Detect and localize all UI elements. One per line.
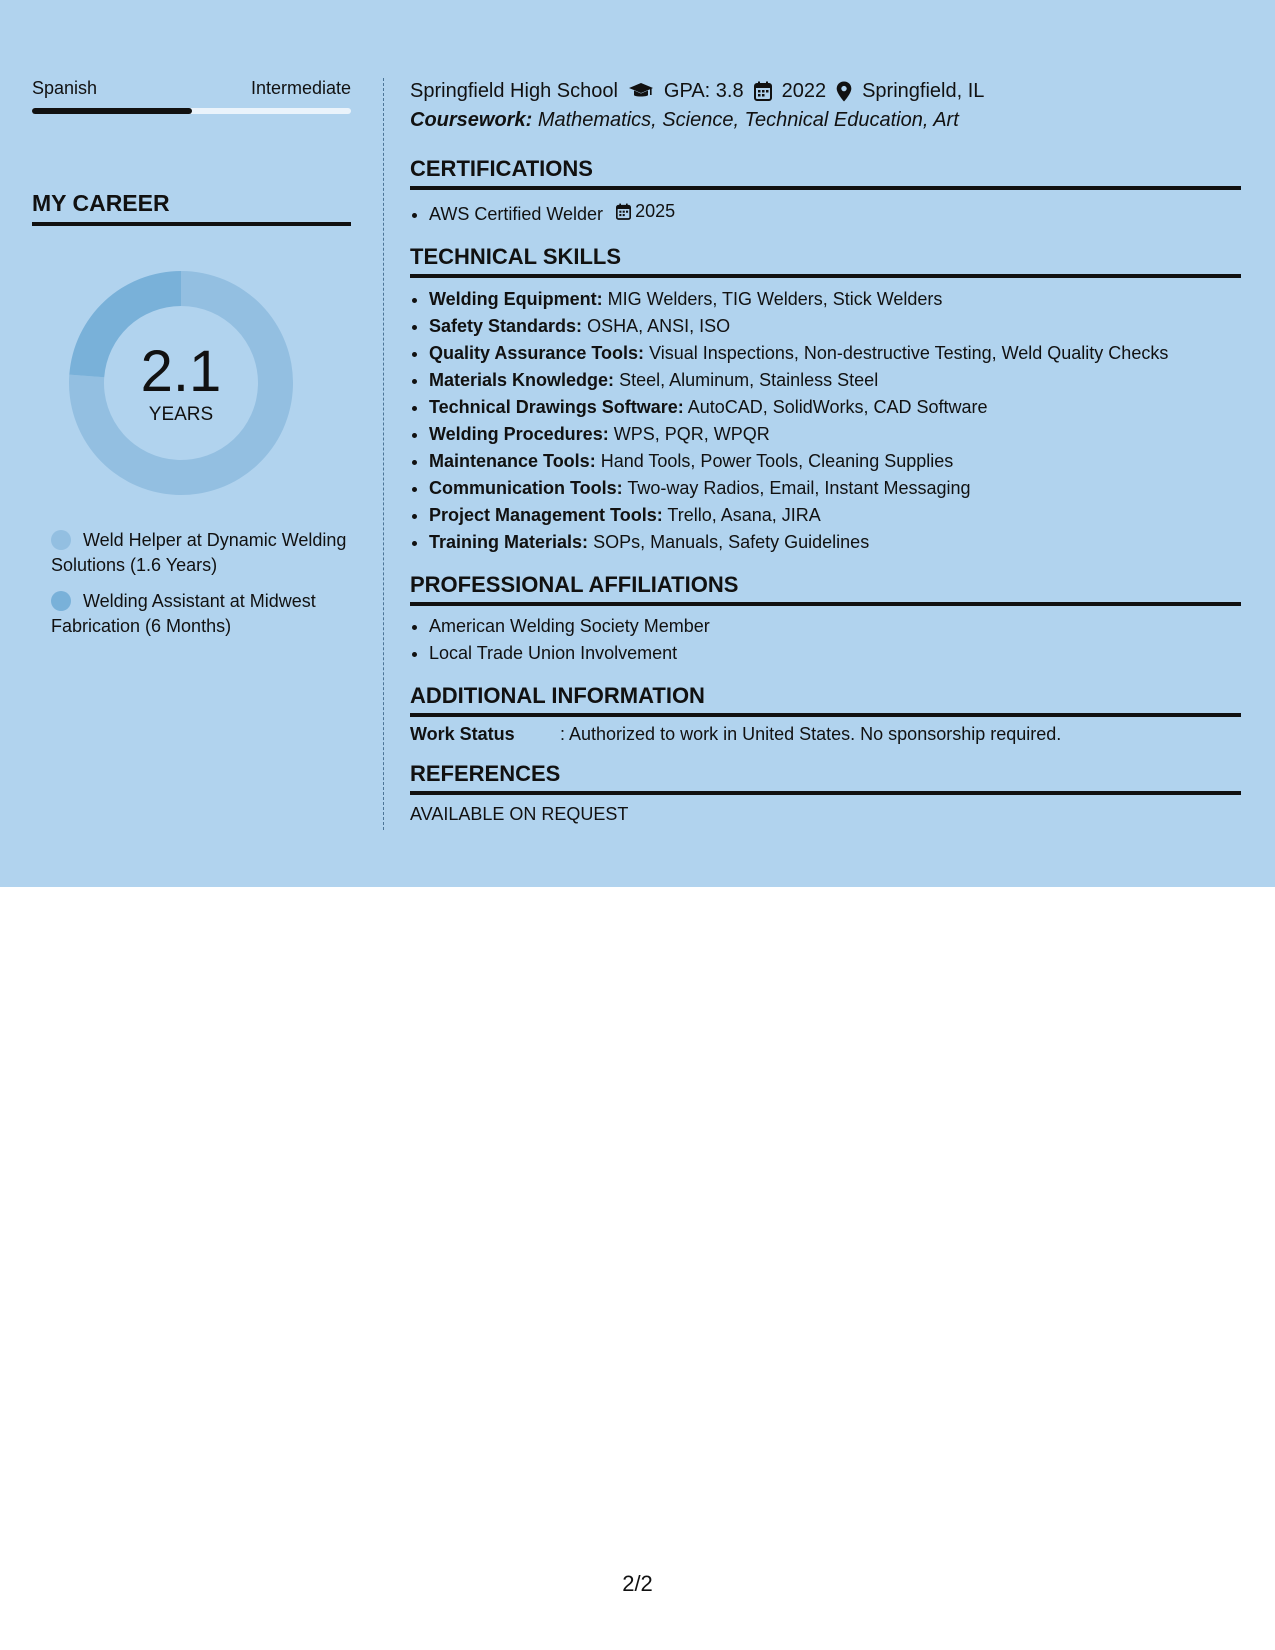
skills-list (410, 286, 1241, 556)
skill-label: Welding Procedures: (429, 424, 609, 444)
list-item (429, 198, 1241, 228)
career-donut-chart (66, 268, 296, 498)
references-text: AVAILABLE ON REQUEST (410, 804, 629, 824)
list-item (429, 529, 1241, 556)
language-name: Spanish (32, 78, 98, 98)
list-item (429, 367, 1241, 394)
language-level: Intermediate (250, 78, 351, 98)
skill-label: Maintenance Tools: (429, 451, 596, 471)
skill-value: Two-way Radios, Email, Instant Messaging (627, 478, 971, 498)
list-item (429, 448, 1241, 475)
left-column (32, 78, 351, 650)
skill-value: OSHA, ANSI, ISO (587, 316, 731, 336)
skill-label: Communication Tools: (429, 478, 623, 498)
skill-label: Technical Drawings Software: (429, 397, 684, 417)
coursework-value: Mathematics, Science, Technical Education, Art (537, 109, 959, 131)
list-item (429, 313, 1241, 340)
certification-date (616, 198, 675, 225)
list-item: • Local Trade Union Involvement (429, 640, 1241, 667)
right-column (410, 78, 1241, 825)
language-proficiency-bar (32, 108, 351, 114)
calendar-icon (754, 81, 772, 101)
skills-title: TECHNICAL SKILLS (410, 244, 1241, 278)
language-row (32, 78, 351, 99)
education-year: 2022 (781, 79, 827, 102)
legend-label: Welding Assistant at Midwest Fabrication (6 Months) (51, 591, 316, 636)
legend-dot (51, 591, 71, 611)
donut-center-label (66, 339, 296, 426)
coursework (410, 109, 1241, 132)
additional-info-title: ADDITIONAL INFORMATION (410, 683, 1241, 717)
career-section-title: MY CAREER (32, 190, 351, 226)
skill-value: WPS, PQR, WPQR (613, 424, 770, 444)
career-legend (32, 528, 351, 639)
skill-label: Safety Standards: (429, 316, 583, 336)
skill-label: Welding Equipment: (429, 289, 603, 309)
education-line (410, 78, 1241, 104)
list-item (429, 286, 1241, 313)
list-item (429, 502, 1241, 529)
skill-value: Trello, Asana, JIRA (667, 505, 821, 525)
list-item (429, 475, 1241, 502)
language-proficiency-fill (32, 108, 192, 114)
skill-value: Visual Inspections, Non-destructive Testing, Weld Quality Checks (649, 343, 1169, 363)
certification-year: 2025 (635, 201, 676, 221)
work-status-value: : Authorized to work in United States. No sponsorship required. (560, 724, 1062, 744)
certifications-list (410, 198, 1241, 228)
skill-label: Quality Assurance Tools: (429, 343, 645, 363)
skill-label: Materials Knowledge: (429, 370, 615, 390)
map-pin-icon (836, 81, 852, 102)
skill-value: AutoCAD, SolidWorks, CAD Software (687, 397, 988, 417)
skill-value: Steel, Aluminum, Stainless Steel (619, 370, 879, 390)
affiliations-title: PROFESSIONAL AFFILIATIONS (410, 572, 1241, 606)
legend-label: Weld Helper at Dynamic Welding Solutions (1.6 Years) (51, 530, 347, 575)
coursework-label: Coursework: (410, 109, 533, 131)
list-item (429, 394, 1241, 421)
list-item (429, 340, 1241, 367)
legend-dot (51, 530, 71, 550)
affiliations-list (410, 613, 1241, 667)
skill-value: Hand Tools, Power Tools, Cleaning Supplies (600, 451, 954, 471)
skill-value: MIG Welders, TIG Welders, Stick Welders (607, 289, 943, 309)
work-status-key: Work Status (410, 724, 515, 744)
page-number: 2/2 (622, 1571, 653, 1596)
school-name: Springfield High School (410, 79, 618, 102)
skill-label: Project Management Tools: (429, 505, 663, 525)
gpa: GPA: 3.8 (663, 79, 744, 102)
work-status-row (410, 724, 1241, 745)
legend-item (51, 589, 351, 639)
career-total-value: 2.1 (140, 339, 222, 404)
list-item (429, 421, 1241, 448)
career-total-unit: YEARS (148, 404, 214, 425)
column-divider (383, 78, 384, 830)
graduation-cap-icon (628, 82, 654, 100)
skill-label: Training Materials: (429, 532, 589, 552)
certifications-title: CERTIFICATIONS (410, 156, 1241, 190)
list-item: • American Welding Society Member (429, 613, 1241, 640)
education-location: Springfield, IL (862, 79, 985, 102)
references-title: REFERENCES (410, 761, 1241, 795)
legend-item (51, 528, 351, 578)
calendar-icon (616, 203, 631, 220)
skill-value: SOPs, Manuals, Safety Guidelines (593, 532, 870, 552)
certification-name: AWS Certified Welder (429, 204, 604, 224)
